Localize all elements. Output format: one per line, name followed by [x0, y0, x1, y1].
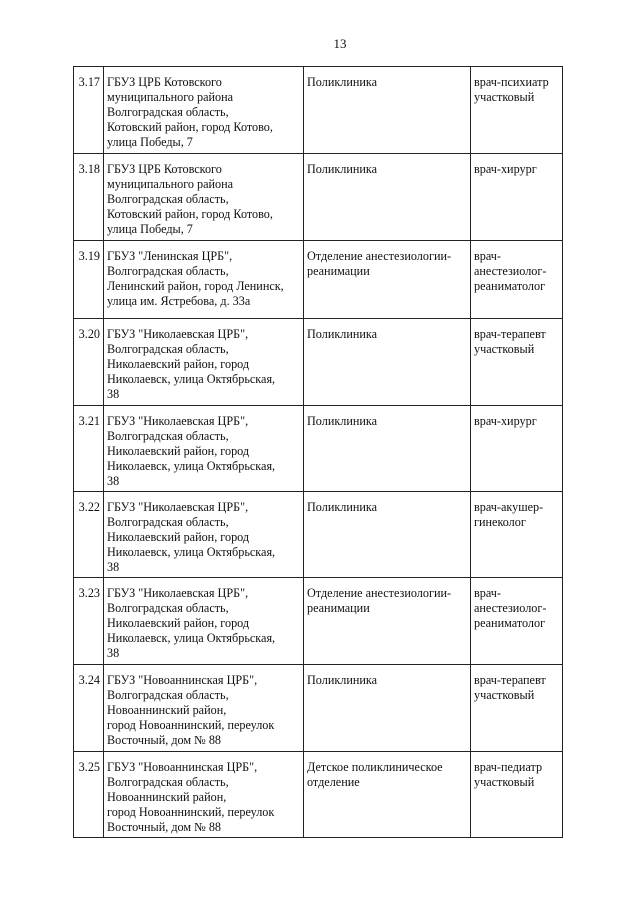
position-line: врач- — [474, 249, 501, 263]
organization-cell — [104, 752, 304, 838]
department-line: Поликлиника — [307, 162, 378, 176]
position-line: врач-терапевт — [474, 327, 546, 341]
organization-line: город Новоаннинский, переулок — [107, 805, 275, 819]
organization-line: ГБУЗ ЦРБ Котовского — [107, 75, 222, 89]
organization-line: Волгоградская область, — [107, 429, 229, 443]
row-number: 3.20 — [78, 327, 100, 341]
row-number: 3.17 — [78, 75, 100, 89]
position-line: врач-хирург — [474, 162, 537, 176]
organization-line: ГБУЗ ЦРБ Котовского — [107, 162, 222, 176]
organization-line: улица Победы, 7 — [107, 222, 193, 236]
organization-line: город Новоаннинский, переулок — [107, 718, 275, 732]
position-line: анестезиолог- — [474, 264, 547, 278]
organization-line: Волгоградская область, — [107, 515, 229, 529]
organization-line: муниципального района — [107, 177, 234, 191]
position-cell — [471, 492, 563, 578]
table-row — [74, 67, 563, 154]
organization-line: ГБУЗ "Новоаннинская ЦРБ", — [107, 760, 258, 774]
organization-line: 38 — [107, 560, 120, 574]
organization-line: Волгоградская область, — [107, 601, 229, 615]
table-row — [74, 319, 563, 406]
organization-line: Восточный, дом № 88 — [107, 733, 222, 747]
row-number-cell — [74, 492, 104, 578]
department-line: реанимации — [307, 601, 370, 615]
position-cell — [471, 752, 563, 838]
vacancy-table — [73, 66, 563, 838]
organization-line: Восточный, дом № 88 — [107, 820, 222, 834]
department-cell — [304, 67, 471, 154]
table-row — [74, 492, 563, 578]
organization-line: муниципального района — [107, 90, 234, 104]
row-number-cell — [74, 578, 104, 665]
position-line: врач-психиатр — [474, 75, 549, 89]
organization-line: Котовский район, город Котово, — [107, 120, 273, 134]
organization-line: ГБУЗ "Николаевская ЦРБ", — [107, 414, 249, 428]
organization-cell — [104, 319, 304, 406]
organization-line: Волгоградская область, — [107, 264, 229, 278]
position-line: участковый — [474, 90, 535, 104]
department-cell — [304, 665, 471, 752]
organization-line: улица Победы, 7 — [107, 135, 193, 149]
organization-line: ГБУЗ "Николаевская ЦРБ", — [107, 500, 249, 514]
organization-cell — [104, 67, 304, 154]
row-number-cell — [74, 67, 104, 154]
organization-cell — [104, 406, 304, 492]
position-cell — [471, 578, 563, 665]
table-row — [74, 578, 563, 665]
position-line: врач-педиатр — [474, 760, 543, 774]
organization-line: ГБУЗ "Новоаннинская ЦРБ", — [107, 673, 258, 687]
organization-line: улица им. Ястребова, д. 33а — [107, 294, 251, 308]
position-cell — [471, 319, 563, 406]
organization-cell — [104, 578, 304, 665]
organization-line: Волгоградская область, — [107, 688, 229, 702]
department-line: Поликлиника — [307, 673, 378, 687]
row-number-cell — [74, 319, 104, 406]
organization-line: Николаевск, улица Октябрьская, — [107, 372, 276, 386]
row-number-cell — [74, 154, 104, 241]
row-number: 3.24 — [78, 673, 100, 687]
organization-line: Котовский район, город Котово, — [107, 207, 273, 221]
position-line: анестезиолог- — [474, 601, 547, 615]
organization-line: Николаевск, улица Октябрьская, — [107, 545, 276, 559]
position-line: врач-хирург — [474, 414, 537, 428]
row-number: 3.22 — [78, 500, 100, 514]
position-cell — [471, 67, 563, 154]
organization-cell — [104, 665, 304, 752]
page-number: 13 — [333, 36, 347, 51]
table-body — [74, 67, 563, 838]
department-line: Поликлиника — [307, 75, 378, 89]
organization-line: Николаевск, улица Октябрьская, — [107, 459, 276, 473]
row-number: 3.23 — [78, 586, 100, 600]
organization-line: Ленинский район, город Ленинск, — [107, 279, 284, 293]
row-number-cell — [74, 752, 104, 838]
department-line: реанимации — [307, 264, 370, 278]
organization-line: Волгоградская область, — [107, 105, 229, 119]
department-line: отделение — [307, 775, 360, 789]
department-cell — [304, 752, 471, 838]
organization-line: Новоаннинский район, — [107, 790, 227, 804]
department-line: Детское поликлиническое — [307, 760, 443, 774]
row-number: 3.18 — [78, 162, 100, 176]
department-line: Поликлиника — [307, 500, 378, 514]
table-row — [74, 241, 563, 319]
organization-line: ГБУЗ "Ленинская ЦРБ", — [107, 249, 233, 263]
row-number: 3.21 — [78, 414, 100, 428]
position-line: врач-акушер- — [474, 500, 544, 514]
position-line: участковый — [474, 775, 535, 789]
department-cell — [304, 154, 471, 241]
organization-line: Новоаннинский район, — [107, 703, 227, 717]
position-cell — [471, 241, 563, 319]
department-cell — [304, 319, 471, 406]
table-row — [74, 665, 563, 752]
row-number: 3.19 — [78, 249, 100, 263]
department-line: Отделение анестезиологии- — [307, 586, 452, 600]
organization-line: 38 — [107, 646, 120, 660]
department-line: Отделение анестезиологии- — [307, 249, 452, 263]
organization-cell — [104, 154, 304, 241]
department-cell — [304, 406, 471, 492]
row-number-cell — [74, 665, 104, 752]
row-number-cell — [74, 406, 104, 492]
organization-line: ГБУЗ "Николаевская ЦРБ", — [107, 327, 249, 341]
organization-line: Волгоградская область, — [107, 775, 229, 789]
department-cell — [304, 241, 471, 319]
organization-line: 38 — [107, 474, 120, 488]
row-number-cell — [74, 241, 104, 319]
position-line: участковый — [474, 342, 535, 356]
position-cell — [471, 665, 563, 752]
position-line: реаниматолог — [474, 279, 546, 293]
table-row — [74, 752, 563, 838]
department-cell — [304, 492, 471, 578]
position-cell — [471, 406, 563, 492]
position-line: врач- — [474, 586, 501, 600]
organization-line: Волгоградская область, — [107, 342, 229, 356]
organization-line: ГБУЗ "Николаевская ЦРБ", — [107, 586, 249, 600]
organization-line: Николаевский район, город — [107, 357, 250, 371]
organization-line: Николаевск, улица Октябрьская, — [107, 631, 276, 645]
table-row — [74, 406, 563, 492]
organization-line: 38 — [107, 387, 120, 401]
table-row — [74, 154, 563, 241]
department-line: Поликлиника — [307, 327, 378, 341]
organization-line: Николаевский район, город — [107, 444, 250, 458]
organization-line: Николаевский район, город — [107, 530, 250, 544]
position-line: врач-терапевт — [474, 673, 546, 687]
organization-line: Николаевский район, город — [107, 616, 250, 630]
department-cell — [304, 578, 471, 665]
position-line: участковый — [474, 688, 535, 702]
position-line: реаниматолог — [474, 616, 546, 630]
position-cell — [471, 154, 563, 241]
row-number: 3.25 — [78, 760, 100, 774]
organization-cell — [104, 241, 304, 319]
department-line: Поликлиника — [307, 414, 378, 428]
organization-cell — [104, 492, 304, 578]
organization-line: Волгоградская область, — [107, 192, 229, 206]
position-line: гинеколог — [474, 515, 526, 529]
